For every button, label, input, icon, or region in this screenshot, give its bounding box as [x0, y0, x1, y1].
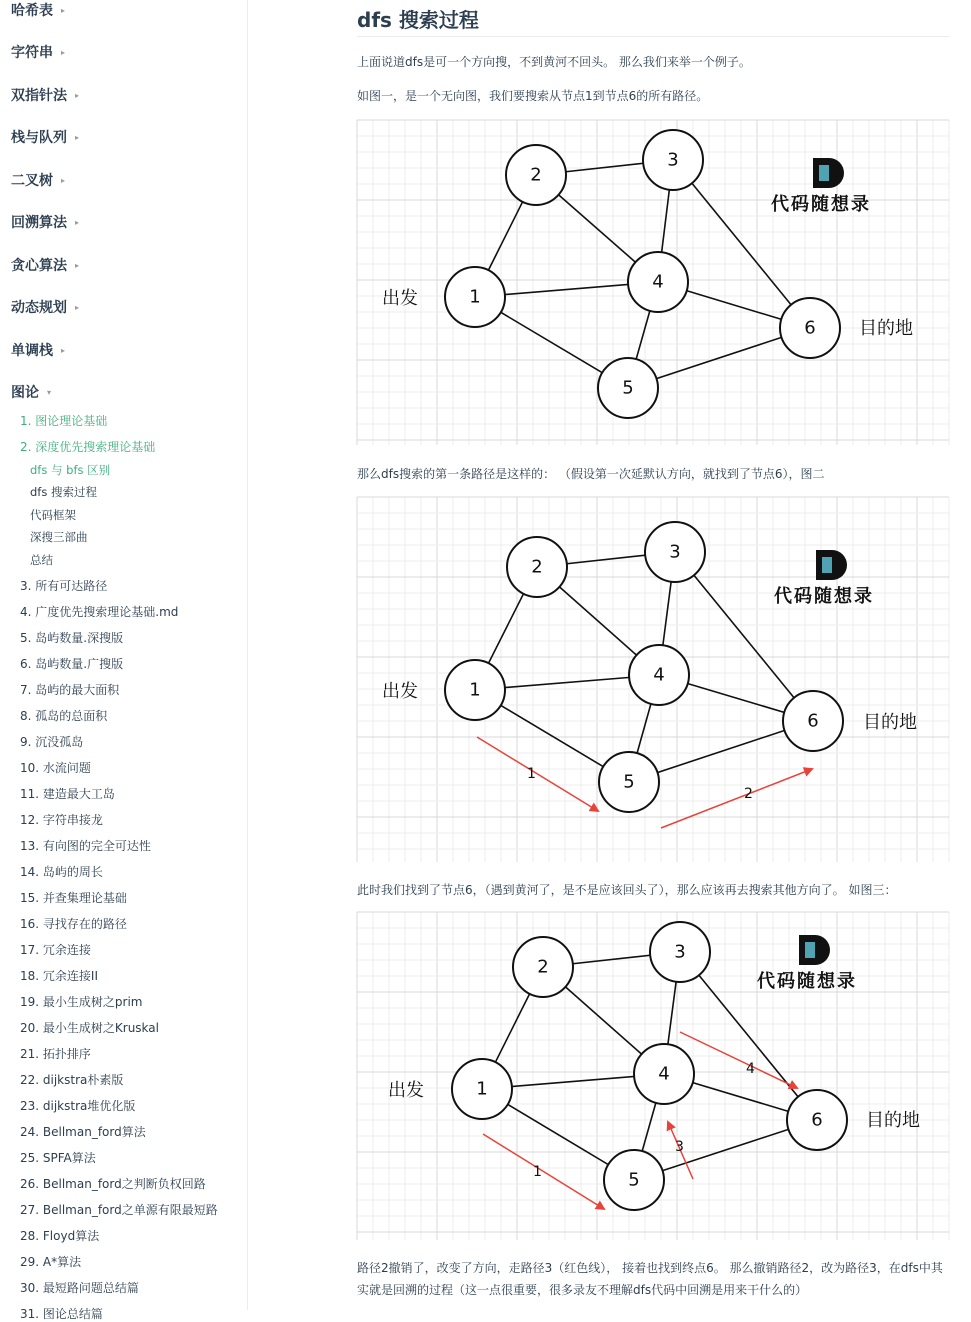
chevron-right-icon: ▸ [75, 261, 80, 270]
chevron-down-icon: ▾ [47, 388, 52, 397]
paragraph-intro: 上面说道dfs是可一个方向搜，不到黄河不回头。 那么我们来举一个例子。 [357, 55, 751, 69]
sidebar-item[interactable]: 16. 寻找存在的路径 [20, 917, 127, 931]
sidebar-section[interactable] [11, 340, 65, 360]
sidebar-section[interactable] [11, 212, 79, 232]
sidebar-item[interactable]: 8. 孤岛的总面积 [20, 709, 108, 723]
logo-text: 代码随想录 [771, 194, 871, 215]
figure-1-graph [357, 120, 949, 445]
sidebar-section-label: 贪心算法 [11, 258, 67, 274]
sidebar-item[interactable]: 2. 深度优先搜索理论基础 [20, 440, 156, 454]
path-label: 1 [527, 766, 536, 782]
sidebar-section-label: 哈希表 [11, 3, 53, 19]
graph-node-label: 4 [658, 1063, 670, 1085]
sidebar-item[interactable]: 19. 最小生成树之prim [20, 995, 143, 1009]
sidebar-item[interactable]: 12. 字符串接龙 [20, 813, 103, 827]
sidebar-toc-item[interactable]: 深搜三部曲 [30, 530, 88, 544]
sidebar-item[interactable]: 22. dijkstra朴素版 [20, 1073, 124, 1087]
logo-text: 代码随想录 [774, 586, 874, 607]
end-label: 目的地 [866, 1110, 920, 1131]
path-label: 2 [744, 786, 753, 802]
sidebar-item[interactable]: 26. Bellman_ford之判断负权回路 [20, 1177, 206, 1191]
sidebar-section-label: 回溯算法 [11, 215, 67, 231]
sidebar-section-label: 动态规划 [11, 300, 67, 316]
path-arrow [477, 737, 598, 811]
brand-logo [771, 158, 871, 215]
logo-text: 代码随想录 [757, 971, 857, 992]
sidebar-item[interactable]: 18. 冗余连接II [20, 969, 98, 983]
graph-node-label: 3 [667, 149, 679, 171]
sidebar-item[interactable]: 29. A*算法 [20, 1255, 82, 1269]
path-label: 4 [746, 1061, 755, 1077]
sidebar-toc-item[interactable]: dfs 搜索过程 [30, 485, 97, 499]
sidebar-item[interactable]: 21. 拓扑排序 [20, 1047, 91, 1061]
sidebar-item[interactable]: 4. 广度优先搜索理论基础.md [20, 605, 179, 619]
sidebar-item[interactable]: 23. dijkstra堆优化版 [20, 1099, 136, 1113]
graph-svg [357, 497, 949, 862]
sidebar-item[interactable]: 15. 并查集理论基础 [20, 891, 127, 905]
sidebar-item[interactable]: 17. 冗余连接 [20, 943, 91, 957]
logo-accent [822, 557, 832, 573]
sidebar-item[interactable]: 24. Bellman_ford算法 [20, 1125, 146, 1139]
sidebar-item[interactable]: 27. Bellman_ford之单源有限最短路 [20, 1203, 218, 1217]
sidebar-item[interactable]: 31. 图论总结篇 [20, 1307, 103, 1321]
sidebar-section[interactable] [11, 85, 79, 105]
sidebar-section[interactable] [11, 170, 65, 190]
paragraph-backtracking: 路径2撤销了，改变了方向，走路径3（红色线）， 接着也找到终点6。 那么撤销路径2，改为路径3，在dfs中其实就是回溯的过程（这一点很重要，很多录友不理解dfs代码中回溯是用来干什么的） [357, 1261, 943, 1297]
sidebar-section-label: 栈与队列 [11, 130, 67, 146]
graph-node-label: 4 [652, 271, 664, 293]
page-title: dfs 搜索过程 [357, 8, 479, 32]
graph-node-label: 3 [669, 541, 681, 563]
graph-node-label: 2 [537, 956, 549, 978]
chevron-right-icon: ▸ [75, 133, 80, 142]
chevron-right-icon: ▸ [61, 6, 66, 15]
sidebar-item[interactable]: 13. 有向图的完全可达性 [20, 839, 151, 853]
sidebar-section[interactable] [11, 382, 51, 402]
graph-node-label: 6 [807, 710, 819, 732]
end-label: 目的地 [859, 318, 913, 339]
sidebar-toc-item[interactable]: 总结 [30, 553, 53, 567]
sidebar-section[interactable] [11, 255, 79, 275]
sidebar-toc-item[interactable]: dfs 与 bfs 区别 [30, 463, 111, 477]
graph-svg [357, 120, 949, 445]
graph-node-label: 5 [622, 377, 634, 399]
sidebar-item[interactable]: 5. 岛屿数量.深搜版 [20, 631, 124, 645]
sidebar-section-label: 图论 [11, 385, 39, 401]
sidebar-item[interactable]: 6. 岛屿数量.广搜版 [20, 657, 124, 671]
sidebar-toc-item[interactable]: 代码框架 [30, 508, 76, 522]
end-label: 目的地 [863, 712, 917, 733]
start-label: 出发 [388, 1080, 424, 1101]
graph-node-label: 1 [469, 286, 481, 308]
chevron-right-icon: ▸ [75, 218, 80, 227]
logo-accent [805, 942, 815, 958]
sidebar-item[interactable]: 7. 岛屿的最大面积 [20, 683, 120, 697]
paragraph-figure2-intro: 那么dfs搜索的第一条路径是这样的： （假设第一次延默认方向，就找到了节点6），图二 [357, 467, 825, 481]
chevron-right-icon: ▸ [61, 176, 66, 185]
graph-node-label: 6 [811, 1109, 823, 1131]
start-label: 出发 [382, 288, 418, 309]
graph-svg [357, 912, 949, 1240]
sidebar [0, 0, 248, 1321]
sidebar-item[interactable]: 28. Floyd算法 [20, 1229, 100, 1243]
graph-node-label: 2 [531, 556, 543, 578]
graph-node-label: 1 [469, 679, 481, 701]
sidebar-item[interactable]: 25. SPFA算法 [20, 1151, 96, 1165]
graph-node-label: 5 [628, 1169, 640, 1191]
sidebar-section-label: 字符串 [11, 45, 53, 61]
sidebar-item[interactable]: 11. 建造最大工岛 [20, 787, 115, 801]
sidebar-item[interactable]: 30. 最短路问题总结篇 [20, 1281, 139, 1295]
graph-node-label: 6 [804, 317, 816, 339]
sidebar-item[interactable]: 3. 所有可达路径 [20, 579, 108, 593]
graph-node-label: 2 [530, 164, 542, 186]
graph-node-label: 4 [653, 664, 665, 686]
chevron-right-icon: ▸ [61, 346, 66, 355]
sidebar-section[interactable] [11, 42, 65, 62]
path-label: 1 [533, 1164, 542, 1180]
sidebar-section[interactable] [11, 297, 79, 317]
sidebar-section[interactable] [11, 0, 65, 20]
sidebar-section[interactable] [11, 127, 79, 147]
sidebar-section-label: 双指针法 [11, 88, 67, 104]
start-label: 出发 [382, 681, 418, 702]
sidebar-item[interactable]: 9. 沉没孤岛 [20, 735, 84, 749]
paragraph-figure1-intro: 如图一，是一个无向图，我们要搜索从节点1到节点6的所有路径。 [357, 89, 709, 103]
title-divider [357, 36, 949, 37]
sidebar-section-label: 二叉树 [11, 173, 53, 189]
sidebar-section-label: 单调栈 [11, 343, 53, 359]
sidebar-item[interactable]: 1. 图论理论基础 [20, 414, 108, 428]
figure-2-graph [357, 497, 949, 862]
paragraph-figure3-intro: 此时我们找到了节点6，（遇到黄河了，是不是应该回头了），那么应该再去搜索其他方向了。 如图三： [357, 883, 897, 897]
graph-node-label: 1 [476, 1078, 488, 1100]
sidebar-item[interactable]: 20. 最小生成树之Kruskal [20, 1021, 159, 1035]
chevron-right-icon: ▸ [75, 91, 80, 100]
graph-node-label: 3 [674, 941, 686, 963]
chevron-right-icon: ▸ [75, 303, 80, 312]
sidebar-item[interactable]: 10. 水流问题 [20, 761, 91, 775]
figure-3-graph [357, 912, 949, 1240]
logo-accent [819, 165, 829, 181]
path-label: 3 [675, 1139, 684, 1155]
graph-node-label: 5 [623, 771, 635, 793]
chevron-right-icon: ▸ [61, 48, 66, 57]
sidebar-item[interactable]: 14. 岛屿的周长 [20, 865, 103, 879]
